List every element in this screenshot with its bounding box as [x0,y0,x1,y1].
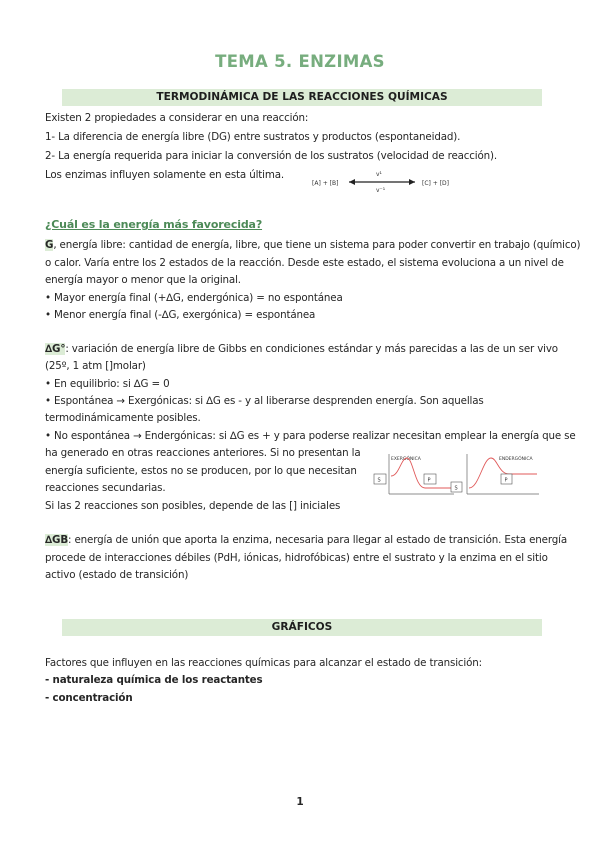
text-line: 2- La energía requerida para iniciar la conversión de los sustratos (velocidad de reacción). [45,150,498,162]
s-box: S [377,477,381,484]
text-line: procede de interacciones débiles (PdH, iónicas, hidrofóbicas) entre el sustrato y la enzima en el sitio [45,552,548,564]
text-line: reacciones secundarias. [45,482,166,494]
g-label: G [45,239,54,251]
text-line: energía mayor o menor que la original. [45,274,241,286]
text-line: Si las 2 reacciones son posibles, depende de las [] iniciales [45,500,341,512]
reaction-right: [C] + [D] [422,180,450,187]
p-box: P [504,477,508,484]
page-number: 1 [296,796,304,808]
text-line: Los enzimas influyen solamente en esta última. [45,169,285,181]
text-line: termodinámicamente posibles. [45,412,201,424]
text-line: 1- La diferencia de energía libre (DG) entre sustratos y productos (espontaneidad). [45,131,461,143]
reaction-left: [A] + [B] [312,180,339,187]
bullet-item: • Espontánea → Exergónicas: si ∆G es - y al liberarse desprenden energía. Son aquellas [45,395,484,407]
dgb-label: ∆GB [45,534,69,546]
bullet-item: • En equilibrio: si ∆G = 0 [45,378,170,390]
bullet-item: • No espontánea → Endergónicas: si ∆G es + y para poderse realizar necesitan emplear la energía que se [45,430,576,442]
reaction-bottom-label: v⁻¹ [376,187,386,194]
s-box: S [454,485,458,492]
text-line: ∆G°: variación de energía libre de Gibbs en condiciones estándar y más parecidas a las de un ser vivo [45,343,558,355]
text-line: ha generado en otras reacciones anteriores. Si no presentan la [45,447,361,459]
section-heading-termodinamica: TERMODINÁMICA DE LAS REACCIONES QUÍMICAS [62,89,542,106]
text-line: (25º, 1 atm []molar) [45,360,146,372]
text-line: ∆GB: energía de unión que aporta la enzima, necesaria para llegar al estado de transición. Esta energía [45,534,567,546]
endergonic-title: ENDERGÓNICA [499,457,533,462]
text-line: o calor. Varía entre los 2 estados de la reacción. Desde este estado, el sistema evoluciona a un nivel de [45,257,564,269]
text-line: G, energía libre: cantidad de energía, libre, que tiene un sistema para poder convertir en trabajo (químico) [45,239,581,251]
section-heading-graficos: GRÁFICOS [62,619,542,636]
energy-diagram [369,452,547,498]
text-line: activo (estado de transición) [45,569,189,581]
p-box: P [427,477,431,484]
page-title: TEMA 5. ENZIMAS [215,52,385,71]
energy-question: ¿Cuál es la energía más favorecida? [45,218,263,231]
list-item: - naturaleza química de los reactantes [45,674,263,686]
exergonic-title: EXERGÓNICA [391,457,421,462]
list-item: - concentración [45,692,133,704]
text-line: energía suficiente, estos no se producen, por lo que necesitan [45,465,357,477]
text-line: Factores que influyen en las reacciones químicas para alcanzar el estado de transición: [45,657,482,669]
reaction-top-label: v¹ [376,171,382,178]
dg0-label: ∆G° [45,343,66,355]
text-line: Existen 2 propiedades a considerar en una reacción: [45,112,309,124]
reaction-equation [312,168,462,194]
bullet-item: • Menor energía final (-∆G, exergónica) = espontánea [45,309,316,321]
bullet-item: • Mayor energía final (+∆G, endergónica) = no espontánea [45,292,343,304]
